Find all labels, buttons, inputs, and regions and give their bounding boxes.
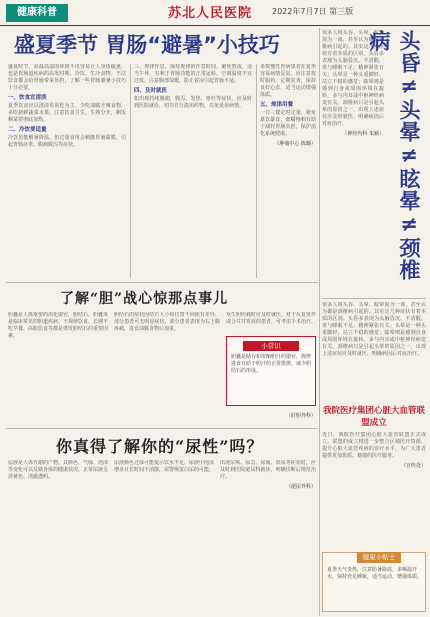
masthead bbox=[0, 0, 430, 26]
section-divider bbox=[322, 298, 426, 299]
article-headline-urine: 你真得了解你的“尿性”吗？ bbox=[56, 437, 264, 456]
paragraph: 多数慢性胃病患者在夏季容易病情反复，应注意按时服药，定期复查，保持良好心态，适当运动增强体质。 bbox=[260, 64, 316, 98]
article-headline-heart-alliance: 我院医疗集团心脏大血管联盟成立 bbox=[322, 406, 425, 428]
column-divider bbox=[319, 28, 320, 616]
paragraph: 胆结石的症状因结石大小和位置不同而有差异，部分患者可无明显症状，部分患者表现为右上腹疼痛，进食油腻食物后加重。 bbox=[114, 312, 220, 332]
paragraph: 胆囊是人体重要的消化器官，胆结石、胆囊炎是临床常见的胆道疾病。不规律饮食、长期不吃早餐、高脂饮食等都是诱发胆结石的重要因素。 bbox=[8, 312, 108, 339]
article-headline-gallbladder: 了解“胆”战心惊那点事儿 bbox=[60, 291, 229, 307]
column-divider bbox=[130, 64, 131, 278]
section-tag: 健康科普 bbox=[6, 4, 68, 22]
byline: （肝胆外科） bbox=[285, 413, 316, 419]
article-column bbox=[114, 460, 214, 612]
health-tips-title: 健康小贴士 bbox=[357, 552, 401, 563]
column-divider bbox=[256, 64, 257, 278]
subheading: 五、规律用餐 bbox=[260, 102, 294, 108]
sidebar-headline-dizziness: 头昏≠头晕≠眩晕≠颈椎病 bbox=[367, 30, 421, 281]
byline: （泌尿外科） bbox=[285, 484, 316, 490]
health-tips-box bbox=[322, 552, 426, 612]
article-column bbox=[322, 302, 426, 402]
paragraph: 尿液颜色过深可能提示饮水不足，尿液中泡沫增多且长时间不消散，需警惕蛋白尿的可能。 bbox=[114, 460, 214, 473]
article-column bbox=[322, 432, 426, 548]
paragraph: 出现尿频、尿急、尿痛、血尿等症状时，应及时到医院泌尿科就诊，明确诊断后规范治疗。 bbox=[220, 460, 316, 480]
article-column bbox=[260, 64, 316, 278]
article-column bbox=[134, 64, 252, 278]
article-column bbox=[8, 64, 126, 278]
paragraph: 三、规律作息。保持规律的作息时间，避免熬夜，适当午休，有利于胃肠功能的正常运转。空调温度不宜过低，注意腹部保暖，防止着凉引起胃肠不适。 bbox=[134, 64, 252, 84]
health-tips-body: 夏季天气炎热，注意防暑降温，多喝温开水，保持充足睡眠，适当运动，增强体质。 bbox=[327, 567, 423, 580]
knowledge-box-title: 小常识 bbox=[243, 341, 299, 351]
paragraph: 很多人将头昏、头晕、眩晕混为一谈，甚至认为都是颈椎病引起的。其实这几种症状有着本质的区别。头昏多表现为头脑昏沉、不清醒，常与睡眠不足、精神紧张有关；头晕是一种头重脚轻、站立不稳的感觉；眩晕则是感到自身或周围环境在旋转，多与内耳或中枢神经病变有关。颈椎病只是引起头晕的原因之一，出现上述症状应及时就医，明确病因后对症治疗。 bbox=[322, 302, 426, 357]
paragraph: 夏季饮食应以清淡易消化为主，少吃油腻辛辣食物，多吃新鲜蔬菜水果，注意饮食卫生，生熟分开，剩饭剩菜要彻底加热。 bbox=[8, 103, 126, 123]
section-divider bbox=[6, 282, 318, 283]
knowledge-box bbox=[226, 336, 316, 406]
paragraph: 一日三餐定时定量，避免暴饮暴食，细嚼慢咽有助于减轻胃肠负担，保护消化系统健康。 bbox=[260, 110, 316, 137]
article-column bbox=[114, 312, 220, 424]
article-column bbox=[220, 460, 316, 612]
article-column bbox=[8, 460, 108, 612]
byline: （神经内科 朱颖） bbox=[342, 131, 384, 137]
paragraph: 冷饮虽能解暑降温，但过量食用会刺激胃肠黏膜，引起胃肠痉挛、腹痛腹泻等症状。 bbox=[8, 135, 126, 148]
article-column bbox=[226, 312, 316, 334]
issue-date: 2022年7月7日 第三版 bbox=[272, 7, 354, 16]
section-divider bbox=[6, 428, 318, 429]
paragraph: 盛夏时节，高温高湿的环境不仅容易让人身体疲惫，也是胃肠道疾病的高发时期。冷饮、生冷食物、不洁饮食都会给胃肠带来负担，了解一些胃肠避暑小技巧十分必要。 bbox=[8, 64, 126, 91]
byline: （肿瘤中心 陈璐） bbox=[274, 141, 316, 147]
subheading: 二、冷饮要适量 bbox=[8, 127, 47, 133]
paragraph: 如出现持续腹痛、腹泻、发热、呕吐等症状，应及时到医院就诊，切勿自行滥用药物，以免延误病情。 bbox=[134, 96, 252, 109]
paragraph: 近日，我院医疗集团心脏大血管联盟正式成立。联盟的成立将进一步整合区域医疗资源，提升心脏大血管疾病的诊疗水平，为广大患者提供更加优质、便捷的医疗服务。 bbox=[322, 432, 426, 459]
paragraph: 发生胆绞痛时应及时就医，对于反复发作或合并并发症的患者，可考虑手术治疗。 bbox=[226, 312, 316, 325]
sidebar-text bbox=[322, 30, 384, 292]
article-column bbox=[226, 410, 316, 424]
article-headline-summer-gut: 盛夏季节 胃肠“避暑”小技巧 bbox=[14, 33, 280, 57]
paper-name: 苏北人民医院 bbox=[168, 6, 253, 21]
paragraph: 很多人将头昏、头晕、眩晕混为一谈，甚至认为都是颈椎病引起的。其实这几种症状有着本质的区别。头昏多表现为头脑昏沉、不清醒，常与睡眠不足、精神紧张有关；头晕是一种头重脚轻、站立不稳的感觉；眩晕则是感到自身或周围环境在旋转，多与内耳或中枢神经病变有关。颈椎病只是引起头晕的原因之一，出现上述症状应及时就医，明确病因后对症治疗。 bbox=[322, 30, 384, 127]
article-column bbox=[8, 312, 108, 424]
subheading: 一、饮食宜清淡 bbox=[8, 95, 47, 101]
knowledge-box-body: 胆囊是储存和浓缩胆汁的器官，规律进食有助于胆汁的正常排泄，减少胆结石的形成。 bbox=[231, 354, 312, 374]
subheading: 四、及时就医 bbox=[134, 88, 168, 94]
byline: （宣传处） bbox=[400, 463, 426, 469]
paragraph: 尿液是人体代谢的产物，其颜色、气味、泡沫等变化可以反映身体的健康状况。正常尿液呈淡黄色、清澈透明。 bbox=[8, 460, 108, 480]
